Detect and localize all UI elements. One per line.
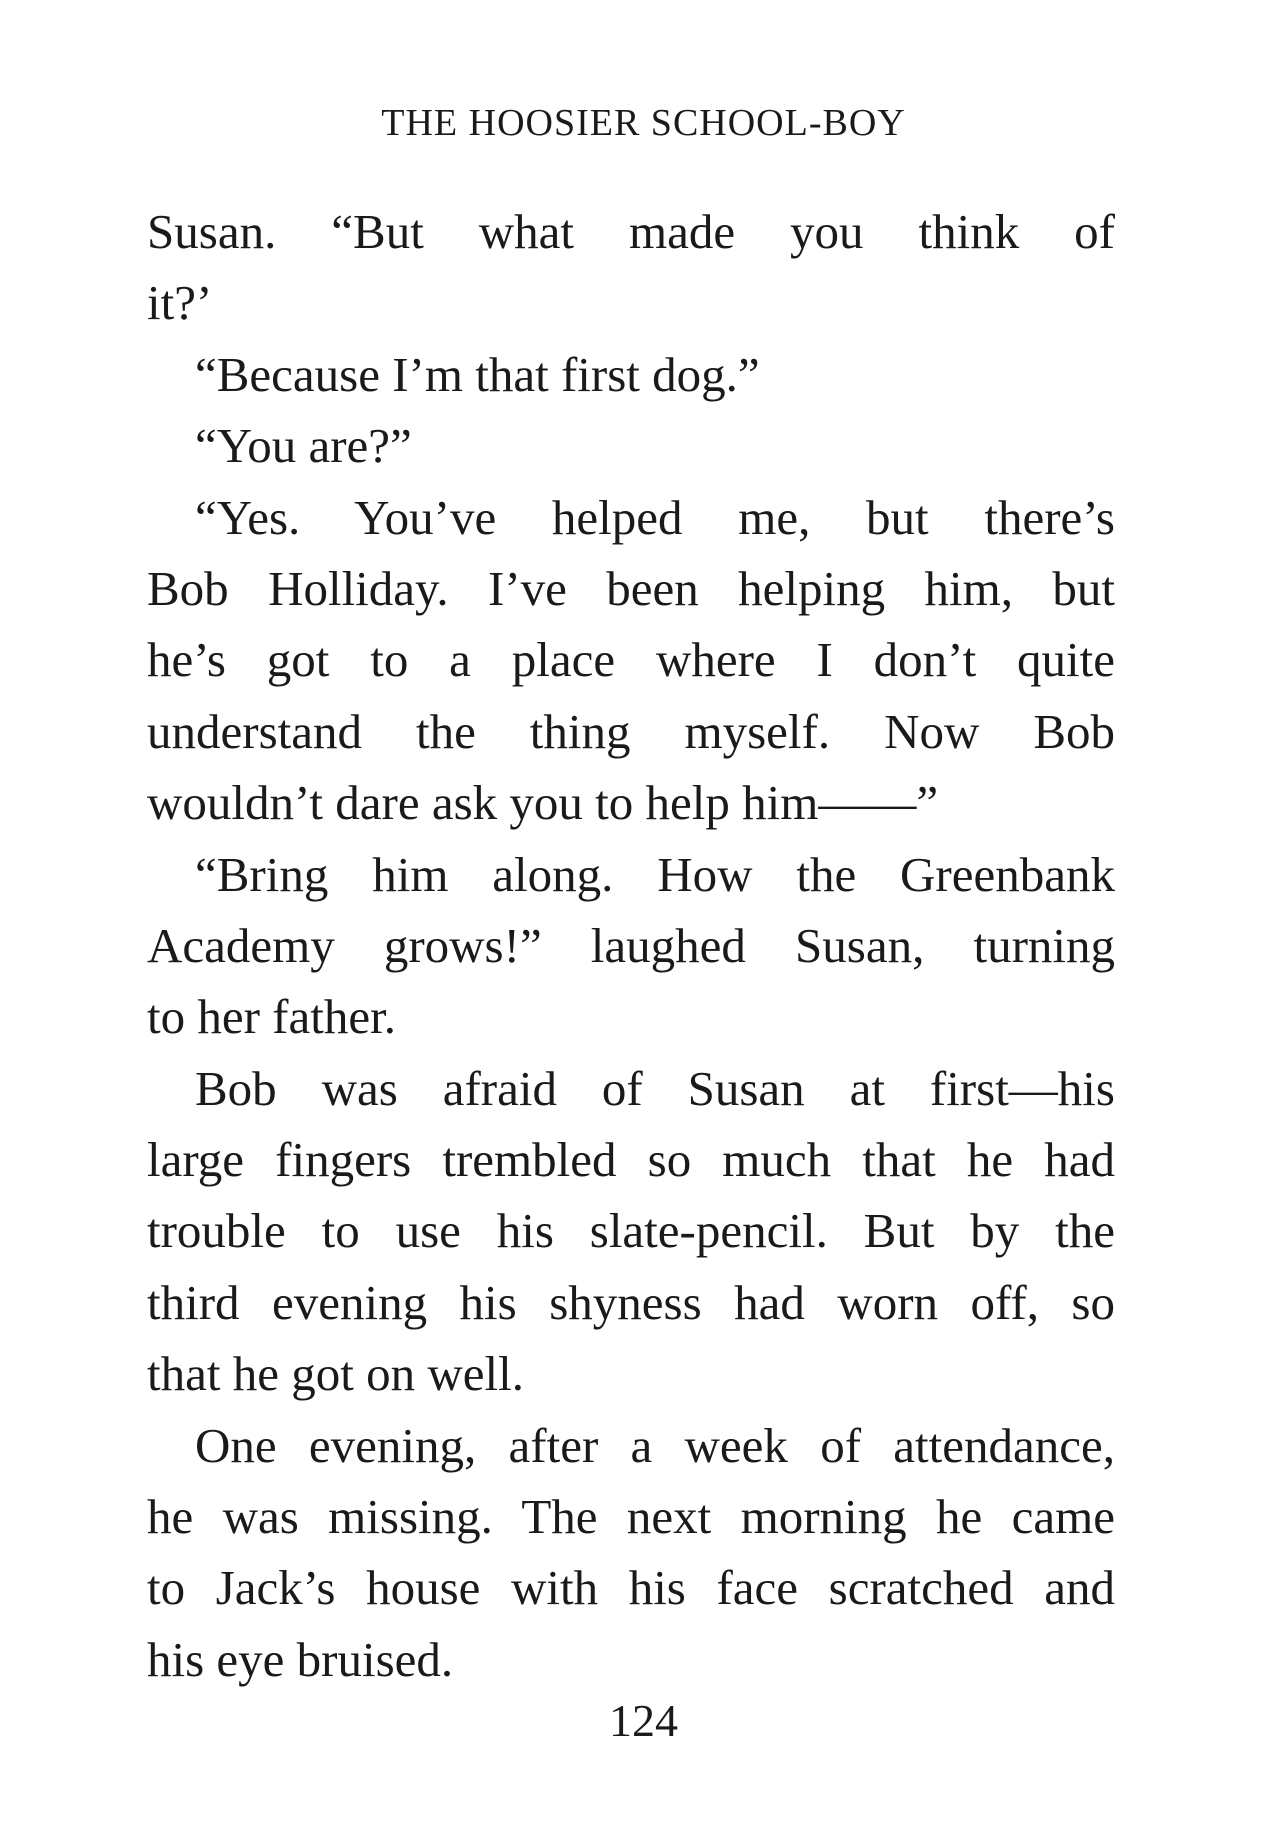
text-line: Bob Holliday. I’ve been helping him, but xyxy=(147,560,1115,616)
text-line: One evening, after a week of attendance, xyxy=(195,1417,1115,1473)
text-line: Bob was afraid of Susan at first—his xyxy=(195,1060,1115,1116)
text-line: Academy grows!” laughed Susan, turning xyxy=(147,917,1115,973)
text-line: he’s got to a place where I don’t quite xyxy=(147,632,1115,688)
page-number: 124 xyxy=(609,1695,678,1746)
text-line: large fingers trembled so much that he had xyxy=(147,1132,1115,1188)
text-line: third evening his shyness had worn off, so xyxy=(147,1274,1115,1330)
text-line: Susan. “But what made you think of xyxy=(147,204,1115,259)
running-head: THE HOOSIER SCHOOL-BOY xyxy=(381,102,906,144)
text-line: “You are?” xyxy=(195,418,412,474)
text-line: to her father. xyxy=(147,989,396,1045)
text-line: his eye bruised. xyxy=(147,1631,454,1687)
text-line: it?’ xyxy=(147,275,213,331)
text-line: “Bring him along. How the Greenbank xyxy=(195,846,1115,902)
text-line: he was missing. The next morning he came xyxy=(147,1489,1115,1545)
text-line: wouldn’t dare ask you to help him——” xyxy=(147,775,939,831)
text-line: “Yes. You’ve helped me, but there’s xyxy=(195,489,1115,545)
text-line: to Jack’s house with his face scratched and xyxy=(147,1560,1115,1616)
text-line: that he got on well. xyxy=(147,1346,524,1402)
body-text xyxy=(147,196,1115,1695)
text-line: trouble to use his slate-pencil. But by the xyxy=(147,1203,1115,1259)
text-line: “Because I’m that first dog.” xyxy=(195,346,760,402)
text-line: understand the thing myself. Now Bob xyxy=(147,703,1115,759)
